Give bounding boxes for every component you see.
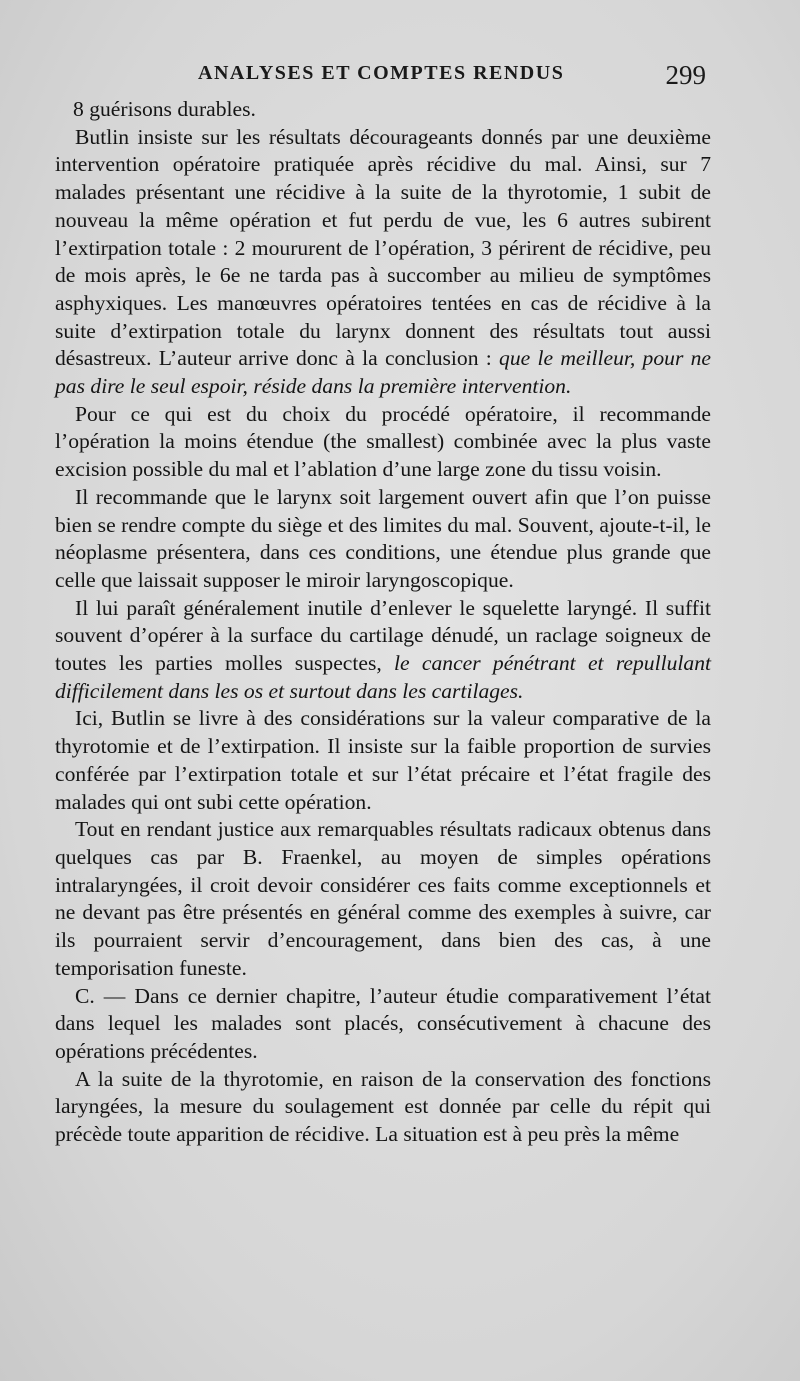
paragraph: C. — Dans ce dernier chapitre, l’auteur étudie comparativement l’état dans lequel les malades sont placés, consécutivement à chacune des opérations précédentes.	[55, 983, 711, 1063]
paragraph: A la suite de la thyrotomie, en raison de la conservation des fonctions laryngées, la mesure du soulagement est donnée par celle du répit qui précède toute apparition de récidive. La situation est à peu près la même	[55, 1066, 711, 1147]
paragraph: Ici, Butlin se livre à des considérations sur la valeur comparative de la thyrotomie et de l’extirpation. Il insiste sur la faible proportion de survies conférée par l’extirpation totale et sur l’état précaire et l’état fragile des malades qui ont subi cette opération.	[55, 706, 711, 814]
page-number: 299	[665, 60, 706, 90]
paragraph: 8 guérisons durables.	[73, 97, 256, 121]
italic-emphasis: que le meilleur, pour ne pas dire le seul espoir, réside dans la première intervention.	[55, 346, 711, 399]
paragraph: Tout en rendant justice aux remarquables résultats radicaux obtenus dans quelques cas par B. Fraenkel, au moyen de simples opérations intralaryngées, il croit devoir considérer ces faits comme exceptionnels et ne devant pas être présentés en général comme des exemples à suivre, car ils pourraient servir d’encouragement, dans bien des cas, à une temporisation funeste.	[55, 817, 711, 980]
paragraph: Pour ce qui est du choix du procédé opératoire, il recommande l’opération la moins étendue (the smallest) combinée avec la plus vaste excision possible du mal et l’ablation d’une large zone du tissu voisin.	[55, 401, 711, 482]
paragraph: Il lui paraît généralement inutile d’enlever le squelette laryngé. Il suffit souvent d’opérer à la surface du cartilage dénudé, un raclage soigneux de toutes les parties molles suspectes, le cancer pénétrant et repullulant difficilement dans les os et surtout dans les cartilages.	[55, 595, 711, 703]
paragraph: Butlin insiste sur les résultats décourageants donnés par une deuxième intervention opératoire pratiquée après récidive du mal. Ainsi, sur 7 malades présentant une récidive à la suite de la thyrotomie, 1 subit de nouveau la même opération et fut perdu de vue, les 6 autres subirent l’extirpation totale : 2 moururent de l’opération, 3 périrent de récidive, peu de mois après, le 6e ne tarda pas à succomber au milieu de symptômes asphyxiques. Les manœuvres opératoires tentées en cas de récidive à la suite d’extirpation totale du larynx donnent des résultats tout aussi désastreux. L’auteur arrive donc à la conclusion : que le meilleur, pour ne pas dire le seul espoir, réside dans la première intervention.	[55, 124, 711, 399]
paragraph: Il recommande que le larynx soit largement ouvert afin que l’on puisse bien se rendre compte du siège et des limites du mal. Souvent, ajoute-t-il, le néoplasme présentera, dans ces conditions, une étendue plus grande que celle que laissait supposer le miroir laryngoscopique.	[55, 484, 711, 592]
running-title: ANALYSES ET COMPTES RENDUS	[198, 62, 565, 84]
page-header	[198, 58, 706, 88]
italic-emphasis: le cancer pénétrant et repullulant difficilement dans les os et surtout dans les cartilages.	[55, 651, 711, 703]
body-text	[55, 96, 711, 1149]
